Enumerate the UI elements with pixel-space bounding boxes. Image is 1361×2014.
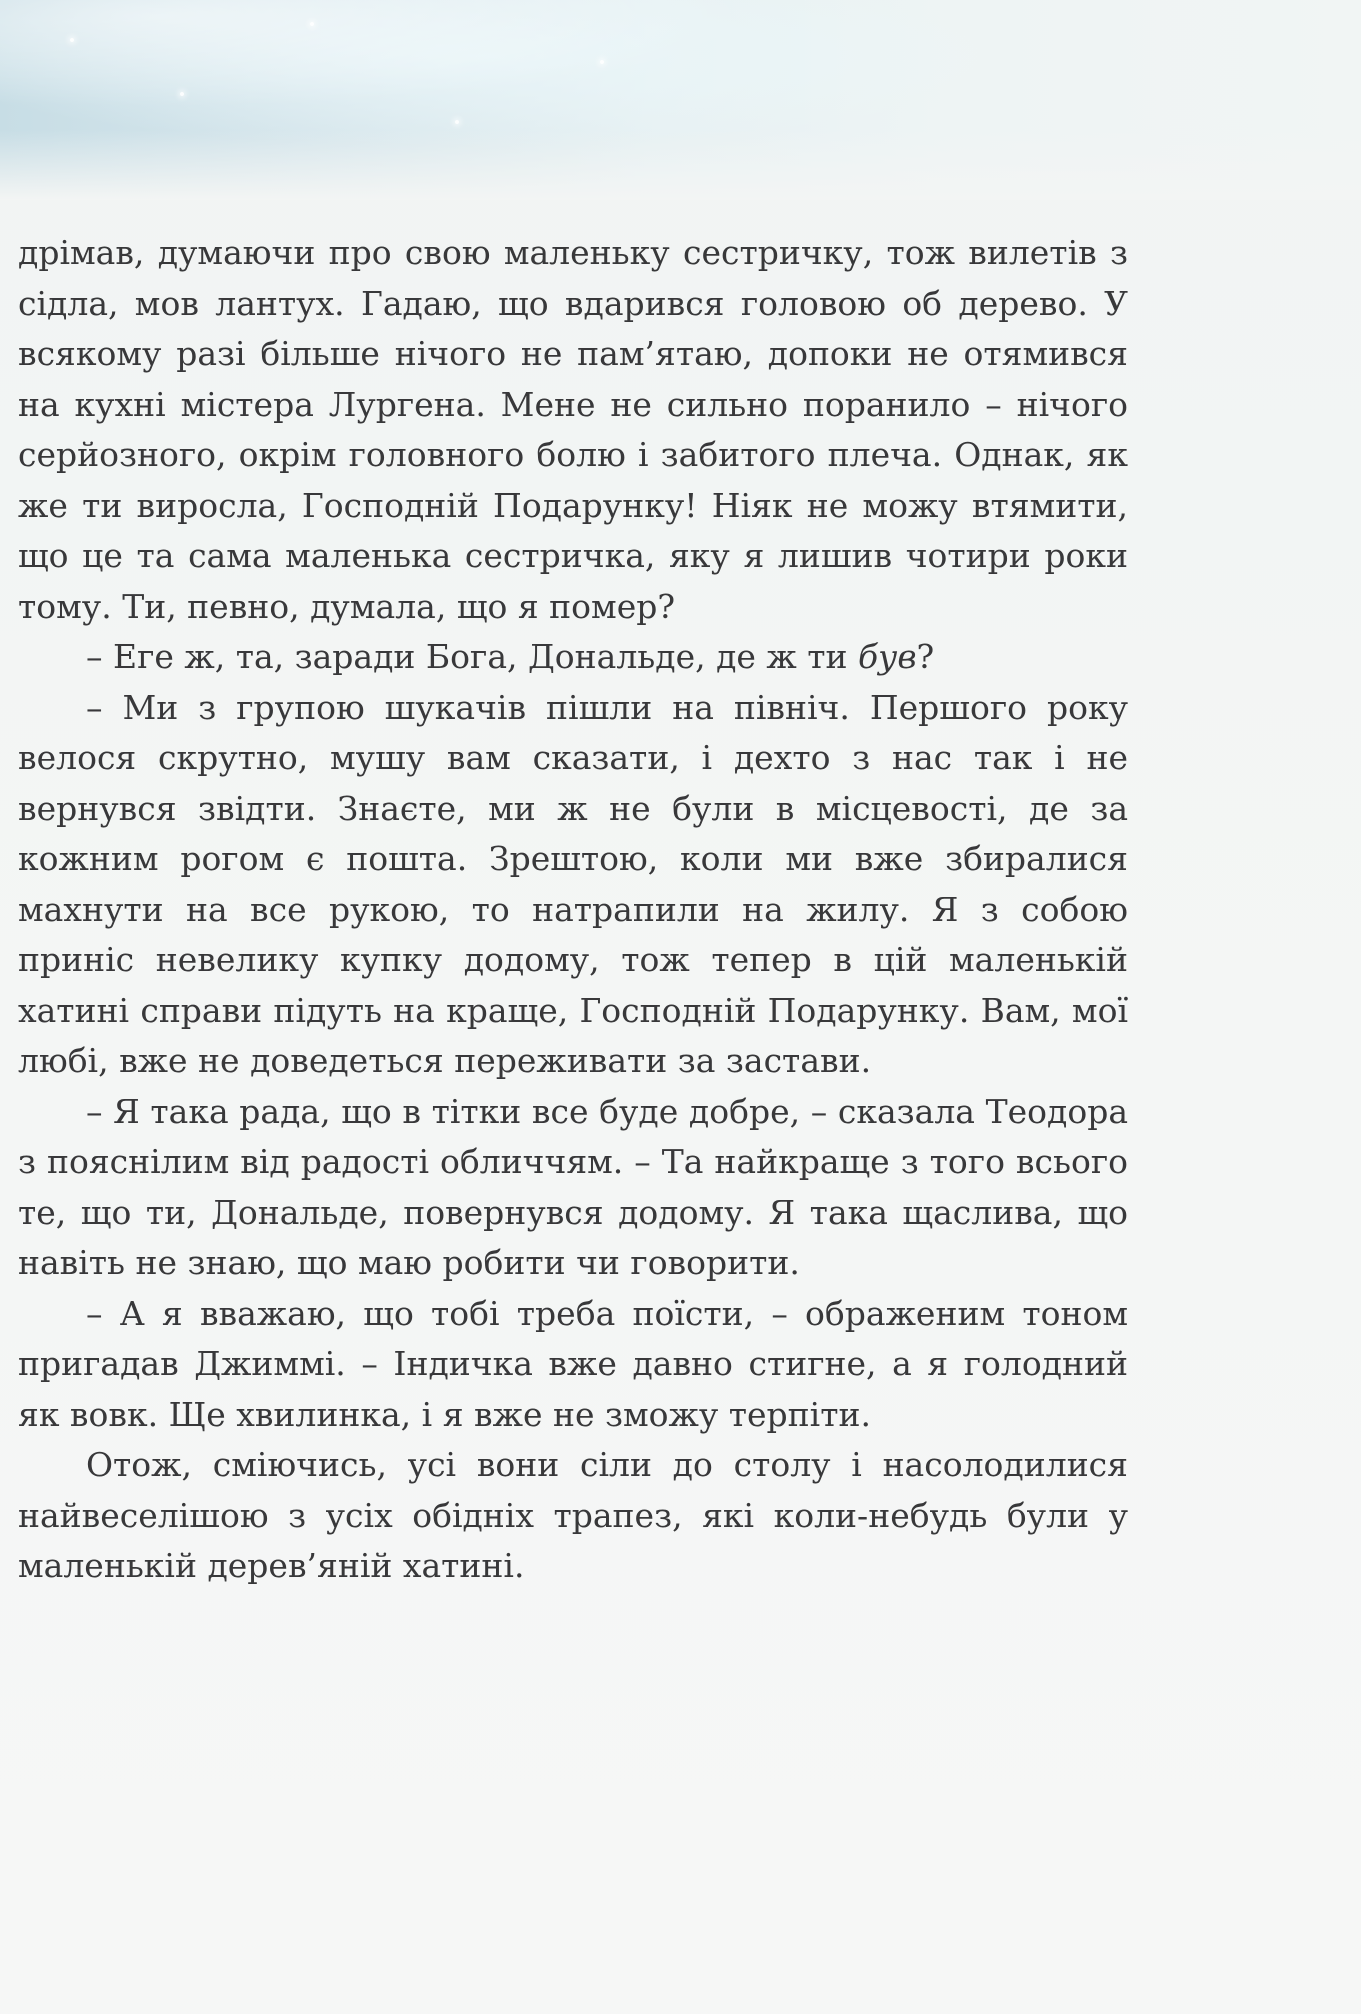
italic-emphasis: був	[858, 637, 917, 676]
decorative-header-band	[0, 0, 1361, 200]
dialogue-paragraph: – А я вважаю, що тобі треба поїсти, – ображеним тоном пригадав Джиммі. – Індичка вже давно стигне, а я голодний як вовк. Ще хвилинка, і я вже не зможу терпіти.	[18, 1293, 1128, 1434]
sparkle-decoration	[180, 92, 184, 96]
sparkle-decoration	[70, 38, 74, 42]
body-text	[18, 228, 1128, 1592]
sparkle-decoration	[455, 120, 459, 124]
closing-paragraph: Отож, сміючись, усі вони сіли до столу і насолодилися найвеселішою з усіх обідніх трапез, які коли-небудь були у маленькій дерев’яній хатині.	[18, 1445, 1128, 1585]
dialogue-paragraph: – Я така рада, що в тітки все буде добре, – сказала Теодора з пояснілим від радості обличчям. – Та найкраще з того всього те, що ти, Дональде, повернувся додому. Я така щаслива, що навіть не знаю, що маю робити чи говорити.	[18, 1091, 1128, 1282]
dialogue-punctuation: ?	[916, 637, 935, 676]
dialogue-paragraph	[18, 632, 1128, 683]
sparkle-decoration	[600, 60, 604, 64]
dialogue-text: – Еге ж, та, заради Бога, Дональде, де ж ти	[86, 637, 859, 676]
dialogue-paragraph: – Ми з групою шукачів пішли на північ. Першого року велося скрутно, мушу вам сказати, і дехто з нас так і не вернувся звідти. Знаєте, ми ж не були в місцевості, де за кожним рогом є пошта. Зрештою, коли ми вже збиралися махнути на все рукою, то натрапили на жилу. Я з собою приніс невелику купку додому, тож тепер в цій маленькій хатині справи підуть на краще, Господній Подарунку. Вам, мої любі, вже не доведеться переживати за застави.	[18, 687, 1128, 1080]
sparkle-decoration	[310, 22, 314, 26]
paragraph-continuation: дрімав, думаючи про свою маленьку сестричку, тож вилетів з сідла, мов лантух. Гадаю, що вдарився головою об дерево. У всякому разі більше нічого не пам’ятаю, допоки не отямився на кухні містера Лургена. Мене не сильно поранило – нічого серйозного, окрім головного болю і забитого плеча. Однак, як же ти виросла, Господній Подарунку! Ніяк не можу втямити, що це та сама маленька сестричка, яку я лишив чотири роки тому. Ти, певно, думала, що я помер?	[18, 233, 1128, 626]
